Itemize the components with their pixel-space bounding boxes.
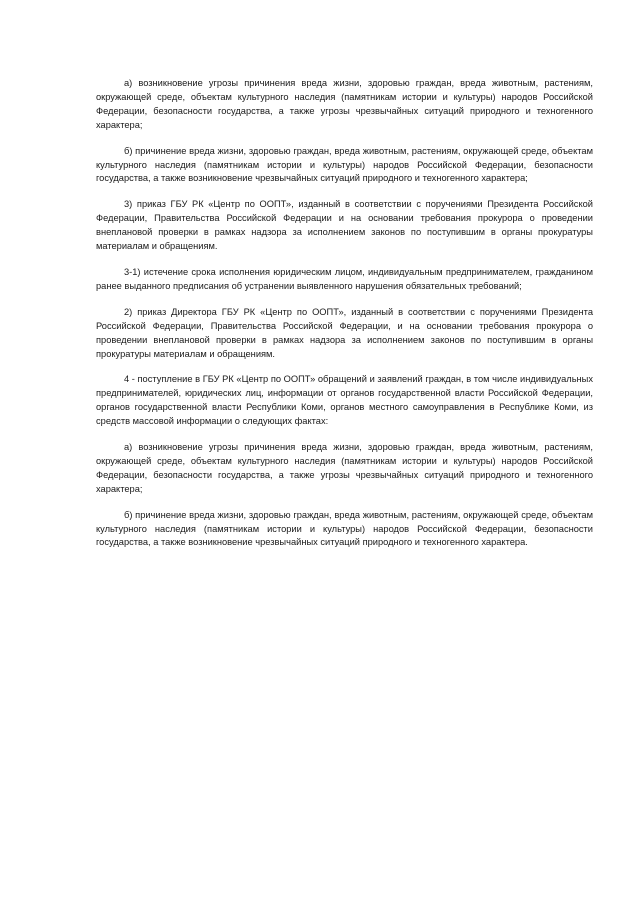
- paragraph-a-threat: а) возникновение угрозы причинения вреда жизни, здоровью граждан, вреда животным, растениям, окружающей среде, объектам культурного наследия (памятникам истории и культуры) народов Российской Федерации, безопасности государства, а также угрозы чрезвычайных ситуаций природного и техногенного характера;: [96, 78, 593, 130]
- paragraph-a-threat-repeat: а) возникновение угрозы причинения вреда жизни, здоровью граждан, вреда животным, растениям, окружающей среде, объектам культурного наследия (памятникам истории и культуры) народов Российской Федерации, безопасности государства, а также угрозы чрезвычайных ситуаций природного и техногенного характера;: [96, 442, 593, 494]
- paragraph-3-order: 3) приказ ГБУ РК «Центр по ООПТ», изданный в соответствии с поручениями Президента Российской Федерации, Правительства Российской Федерации и на основании требования прокурора о проведении внеплановой проверки в рамках надзора за исполнением законов по поступившим в органы прокуратуры материалам и обращениям.: [96, 199, 593, 252]
- document-body: [96, 77, 593, 550]
- paragraph-b-harm-repeat: б) причинение вреда жизни, здоровью граждан, вреда животным, растениям, окружающей среде, объектам культурного наследия (памятникам истории и культуры) народов Российской Федерации, безопасности государства, а также возникновение чрезвычайных ситуаций природного и техногенного характера.: [96, 509, 593, 548]
- paragraph-b-harm: б) причинение вреда жизни, здоровью граждан, вреда животным, растениям, окружающей среде, объектам культурного наследия (памятникам истории и культуры) народов Российской Федерации, безопасности государства, а также возникновение чрезвычайных ситуаций природного и техногенного характера;: [96, 145, 593, 184]
- paragraph-4-appeals: 4 - поступление в ГБУ РК «Центр по ООПТ» обращений и заявлений граждан, в том числе индивидуальных предпринимателей, юридических лиц, информации от органов государственной власти Российской Федерации, органов государственной власти Республики Коми, органов местного самоуправления в Республике Коми, из средств массовой информации о следующих фактах:: [96, 374, 593, 427]
- paragraph-2-director-order: 2) приказ Директора ГБУ РК «Центр по ООПТ», изданный в соответствии с поручениями Президента Российской Федерации, Правительства Российской Федерации, и на основании требования прокурора о проведении внеплановой проверки в рамках надзора за исполнением законов по поступившим в органы прокуратуры материалам и обращениям.: [96, 306, 593, 359]
- paragraph-3-1-deadline: 3-1) истечение срока исполнения юридическим лицом, индивидуальным предпринимателем, гражданином ранее выданного предписания об устранении выявленного нарушения обязательных требований;: [96, 266, 593, 291]
